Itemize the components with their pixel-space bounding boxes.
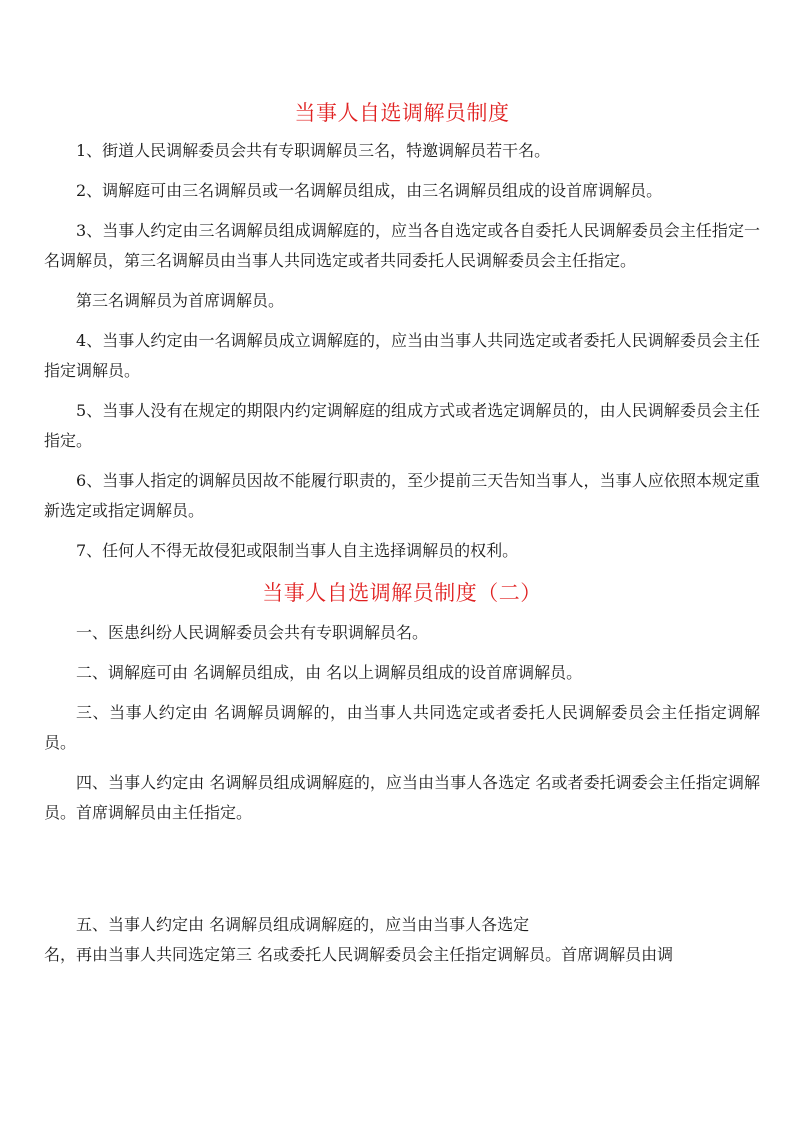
- section2-paragraph-4: 四、当事人约定由 名调解员组成调解庭的，应当由当事人各选定 名或者委托调委会主任指定调解员。首席调解员由主任指定。: [44, 773, 760, 822]
- section1-paragraph-1: 1、街道人民调解委员会共有专职调解员三名，特邀调解员若干名。: [76, 141, 551, 160]
- section2-paragraph-1: 一、医患纠纷人民调解委员会共有专职调解员名。: [76, 623, 429, 642]
- section2-paragraph-3: 三、当事人约定由 名调解员调解的，由当事人共同选定或者委托人民调解委员会主任指定调解员。: [44, 703, 760, 752]
- section1-paragraph-7: 6、当事人指定的调解员因故不能履行职责的，至少提前三天告知当事人，当事人应依照本规定重新选定或指定调解员。: [44, 471, 760, 520]
- section1-title: 当事人自选调解员制度: [294, 101, 510, 125]
- section2-paragraph-6: 名，再由当事人共同选定第三 名或委托人民调解委员会主任指定调解员。首席调解员由调: [44, 945, 674, 964]
- section2-title: 当事人自选调解员制度（二）: [262, 581, 542, 605]
- section1-paragraph-4: 第三名调解员为首席调解员。: [76, 291, 285, 310]
- section1-paragraph-6: 5、当事人没有在规定的期限内约定调解庭的组成方式或者选定调解员的，由人民调解委员会主任指定。: [44, 401, 760, 450]
- section1-paragraph-5: 4、当事人约定由一名调解员成立调解庭的，应当由当事人共同选定或者委托人民调解委员会主任指定调解员。: [44, 331, 760, 380]
- document-page: [44, 96, 760, 980]
- blank-gap: [44, 838, 760, 910]
- section2-paragraph-5: 五、当事人约定由 名调解员组成调解庭的，应当由当事人各选定: [76, 915, 530, 934]
- section1-paragraph-3: 3、当事人约定由三名调解员组成调解庭的，应当各自选定或各自委托人民调解委员会主任指定一名调解员，第三名调解员由当事人共同选定或者共同委托人民调解委员会主任指定。: [44, 221, 760, 270]
- section1-paragraph-2: 2、调解庭可由三名调解员或一名调解员组成，由三名调解员组成的设首席调解员。: [76, 181, 663, 200]
- section2-paragraph-2: 二、调解庭可由 名调解员组成，由 名以上调解员组成的设首席调解员。: [76, 663, 583, 682]
- section1-paragraph-8: 7、任何人不得无故侵犯或限制当事人自主选择调解员的权利。: [76, 541, 519, 560]
